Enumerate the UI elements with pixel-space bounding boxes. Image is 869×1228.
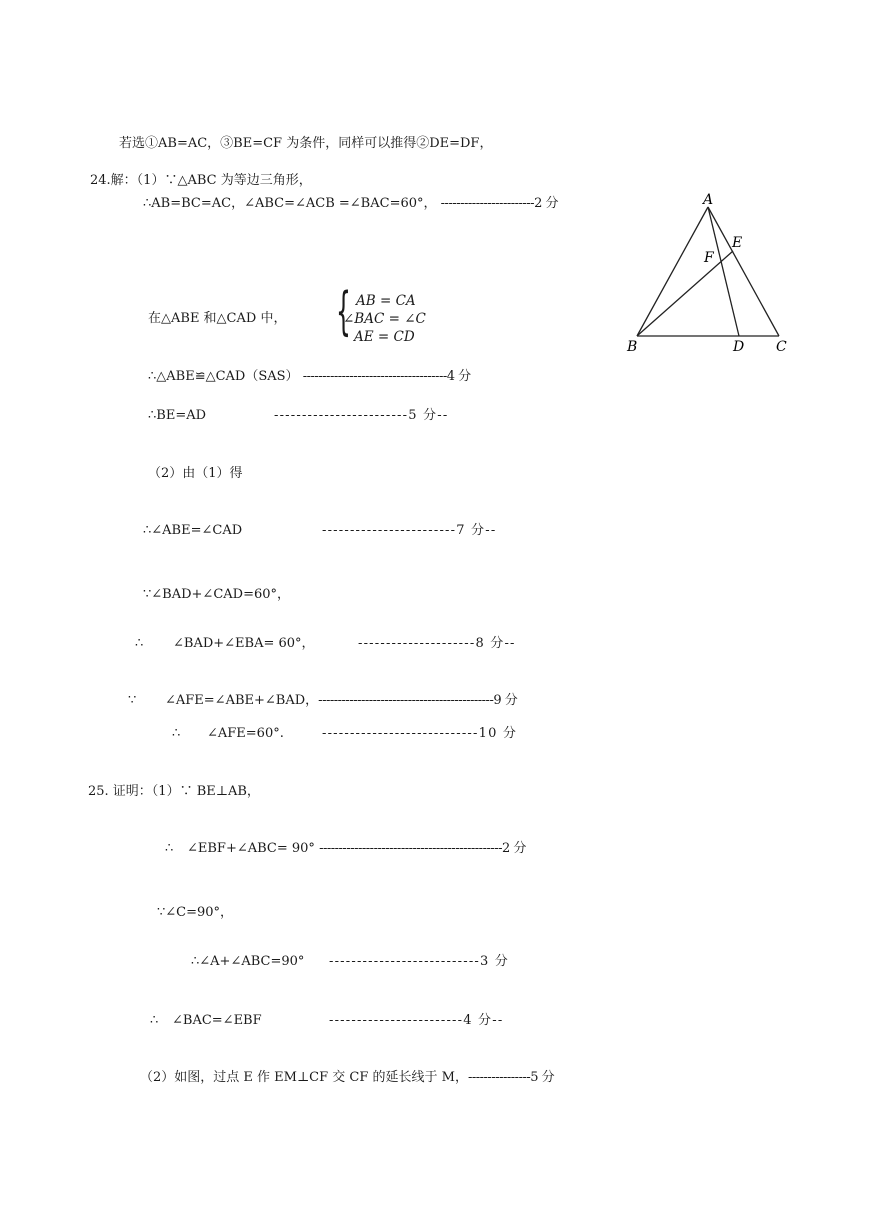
therefore-symbol: ∴ bbox=[150, 1013, 159, 1028]
segment-be bbox=[637, 251, 733, 336]
segment-ad bbox=[708, 207, 739, 336]
segment-ac bbox=[708, 207, 779, 336]
equation-3: AE = CD bbox=[354, 329, 415, 345]
therefore-symbol: ∴ bbox=[172, 726, 181, 741]
step-text: ∠EBF+∠ABC= 90° bbox=[187, 841, 315, 856]
therefore-symbol: ∴ bbox=[135, 636, 144, 651]
equation-2: ∠BAC = ∠C bbox=[343, 311, 426, 327]
step-text: ∴AB=BC=AC，∠ABC=∠ACB =∠BAC=60°， bbox=[143, 196, 437, 211]
text-line: ∠BAC=∠EBF bbox=[172, 1013, 262, 1028]
text-line bbox=[187, 840, 526, 858]
score-marker: ------------------------7 分-- bbox=[322, 523, 497, 538]
text-line: ∵∠C=90°， bbox=[157, 905, 234, 920]
step-text: ∴△ABE≌△CAD（SAS） bbox=[148, 369, 299, 384]
label-b: B bbox=[627, 339, 638, 355]
problem-25-heading: 25. 证明：（1）∵ BE⊥AB， bbox=[88, 784, 260, 799]
label-a: A bbox=[703, 192, 714, 208]
score-marker: ---------------------8 分-- bbox=[358, 636, 516, 651]
equation-1: AB = CA bbox=[356, 293, 416, 309]
text-line bbox=[140, 1069, 554, 1087]
label-c: C bbox=[776, 339, 787, 355]
brace-icon: { bbox=[336, 282, 351, 342]
segment-ab bbox=[637, 207, 708, 336]
score-marker: ---------------------------------------------9 分 bbox=[318, 693, 518, 708]
text-line bbox=[148, 407, 206, 425]
score-marker: ------------------------5 分-- bbox=[274, 408, 449, 423]
score-marker: ----------------5 分 bbox=[467, 1070, 555, 1085]
text-line: ∠BAD+∠EBA= 60°， bbox=[173, 636, 315, 651]
step-text: ∠AFE=∠ABE+∠BAD， bbox=[165, 693, 319, 708]
text-line: ∵∠BAD+∠CAD=60°， bbox=[143, 587, 291, 602]
step-text: ∴BE=AD bbox=[148, 408, 207, 423]
label-d: D bbox=[733, 339, 745, 355]
equation-system bbox=[336, 282, 446, 345]
score-marker: ----------------------------10 分 bbox=[322, 726, 518, 741]
triangle-figure bbox=[620, 190, 800, 360]
text-line: ∠AFE=60°. bbox=[207, 726, 284, 741]
therefore-symbol: ∴ bbox=[165, 841, 174, 856]
step-text: （2）如图，过点 E 作 EM⊥CF 交 CF 的延长线于 M， bbox=[140, 1070, 468, 1085]
label-e: E bbox=[732, 235, 743, 251]
text-line: ∴∠ABE=∠CAD bbox=[143, 523, 243, 538]
score-marker: -----------------------------------------------2 分 bbox=[319, 841, 526, 856]
text-line bbox=[143, 195, 558, 213]
score-marker: ------------------------2 分 bbox=[440, 196, 558, 211]
because-symbol: ∵ bbox=[128, 693, 137, 708]
problem-24-heading: 24.解：（1）∵△ABC 为等边三角形， bbox=[90, 173, 312, 188]
score-marker: ------------------------4 分-- bbox=[329, 1013, 504, 1028]
text-line: 若选①AB=AC，③BE=CF 为条件，同样可以推得②DE=DF， bbox=[119, 136, 493, 151]
text-line bbox=[148, 368, 471, 386]
text-line: 在△ABE 和△CAD 中， bbox=[148, 311, 287, 326]
score-marker: -------------------------------------4 分 bbox=[302, 369, 471, 384]
text-line bbox=[165, 692, 517, 710]
text-line: ∴∠A+∠ABC=90° bbox=[191, 954, 305, 969]
label-f: F bbox=[704, 250, 714, 266]
text-line: （2）由（1）得 bbox=[148, 466, 243, 481]
score-marker: ---------------------------3 分 bbox=[329, 954, 510, 969]
